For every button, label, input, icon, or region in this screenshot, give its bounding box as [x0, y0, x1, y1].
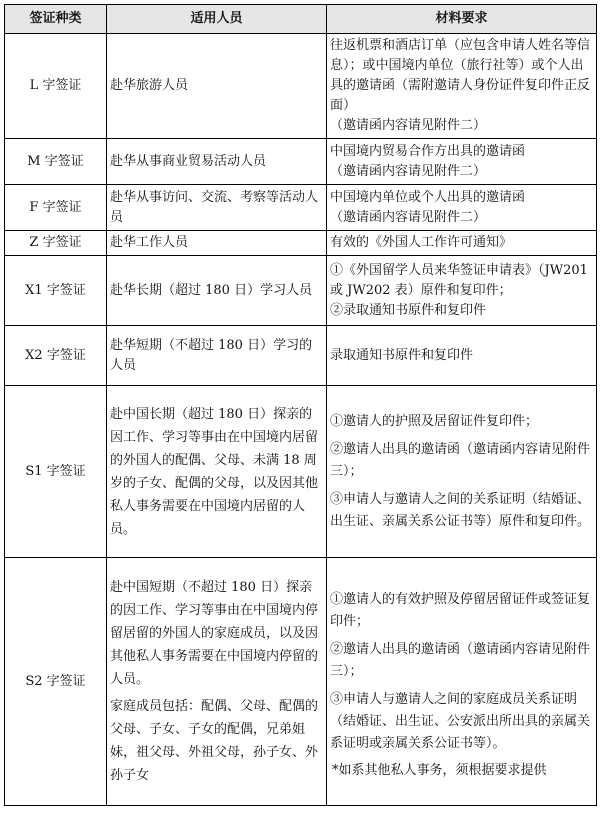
material-item: （邀请函内容请见附件二） — [330, 209, 487, 225]
material-item: ②邀请人出具的邀请函（邀请函内容请见附件三）； — [330, 641, 591, 679]
persons-text: 赴中国长期（超过 180 日）探亲的因工作、学习等事由在中国境内居留的外国人的配偶、父母、未满 18 周岁的子女、配偶的父母，以及因其他私人事务需要在中国境内居留的人员。 — [110, 406, 319, 537]
materials-cell — [327, 185, 597, 231]
material-item: 中国境内单位或个人出具的邀请函 — [330, 189, 526, 205]
material-item: ③申请人与邀请人之间的家庭成员关系证明（结婚证、出生证、公安派出所出具的亲属关系证明或亲属关系公证书等）。 — [330, 691, 591, 751]
visa-type-cell: S1 字签证 — [5, 386, 107, 558]
applicable-persons-cell — [107, 185, 327, 231]
visa-requirements-table — [4, 4, 597, 806]
table-row — [5, 231, 597, 256]
material-item: ①《外国留学人员来华签证申请表》（JW201 或 JW202 表）原件和复印件； — [330, 262, 588, 298]
applicable-persons-cell — [107, 231, 327, 256]
material-item: 往返机票和酒店订单（应包含申请人姓名等信息）；或中国境内单位（旅行社等）或个人出具的邀请函（需附邀请人身份证件复印件正反面） — [330, 38, 591, 113]
visa-type-cell: L 字签证 — [5, 34, 107, 139]
material-item: ②录取通知书原件和复印件 — [330, 302, 487, 318]
table-row — [5, 386, 597, 558]
table-row — [5, 256, 597, 326]
persons-text: 赴华工作人员 — [110, 235, 189, 250]
persons-text: 赴华短期（不超过 180 日）学习的人员 — [110, 337, 313, 373]
material-item: 录取通知书原件和复印件 — [330, 347, 474, 363]
visa-type-cell: S2 字签证 — [5, 558, 107, 806]
header-visa-type: 签证种类 — [5, 5, 107, 34]
family-members-text: 家庭成员包括：配偶、父母、配偶的父母、子女、子女的配偶，兄弟姐妹，祖父母、外祖父母，孙子女、外孙子女 — [110, 699, 319, 783]
material-item: ③申请人与邀请人之间的关系证明（结婚证、出生证、亲属关系公证书等）原件和复印件。 — [330, 491, 591, 529]
visa-type-cell: Z 字签证 — [5, 231, 107, 256]
visa-type-cell: X1 字签证 — [5, 256, 107, 326]
header-applicable-persons: 适用人员 — [107, 5, 327, 34]
table-row — [5, 326, 597, 386]
materials-cell — [327, 326, 597, 386]
materials-cell — [327, 256, 597, 326]
persons-text: 赴中国短期（不超过 180 日）探亲的因工作、学习等事由在中国境内停留居留的外国人的家庭成员，以及因其他私人事务需要在中国境内停留的人员。 — [110, 580, 319, 687]
header-row — [5, 5, 597, 34]
materials-cell — [327, 386, 597, 558]
persons-text: 赴华长期（超过 180 日）学习人员 — [110, 282, 313, 298]
header-materials: 材料要求 — [327, 5, 597, 34]
material-item: 中国境内贸易合作方出具的邀请函 — [330, 143, 526, 159]
visa-type-cell: M 字签证 — [5, 139, 107, 185]
material-item: （邀请函内容请见附件二） — [330, 118, 487, 133]
visa-type-cell: X2 字签证 — [5, 326, 107, 386]
applicable-persons-cell — [107, 256, 327, 326]
applicable-persons-cell — [107, 34, 327, 139]
note-text: *如系其他私人事务，须根据要求提供 — [332, 762, 547, 778]
materials-cell — [327, 139, 597, 185]
material-item: 有效的《外国人工作许可通知》 — [330, 235, 513, 250]
persons-text: 赴华从事访问、交流、考察等活动人员 — [110, 189, 319, 225]
material-item: ①邀请人的有效护照及停留居留证件或签证复印件； — [330, 591, 591, 629]
table-row — [5, 558, 597, 806]
materials-cell — [327, 231, 597, 256]
applicable-persons-cell — [107, 558, 327, 806]
persons-text: 赴华从事商业贸易活动人员 — [110, 153, 267, 169]
applicable-persons-cell — [107, 386, 327, 558]
applicable-persons-cell — [107, 326, 327, 386]
material-item: ①邀请人的护照及居留证件复印件； — [330, 413, 539, 429]
materials-cell — [327, 34, 597, 139]
applicable-persons-cell — [107, 139, 327, 185]
table-row — [5, 185, 597, 231]
materials-cell — [327, 558, 597, 806]
table-row — [5, 139, 597, 185]
table-row — [5, 34, 597, 139]
material-item: （邀请函内容请见附件二） — [330, 163, 487, 179]
material-item: ②邀请人出具的邀请函（邀请函内容请见附件三）； — [330, 441, 591, 479]
visa-type-cell: F 字签证 — [5, 185, 107, 231]
persons-text: 赴华旅游人员 — [110, 78, 189, 93]
